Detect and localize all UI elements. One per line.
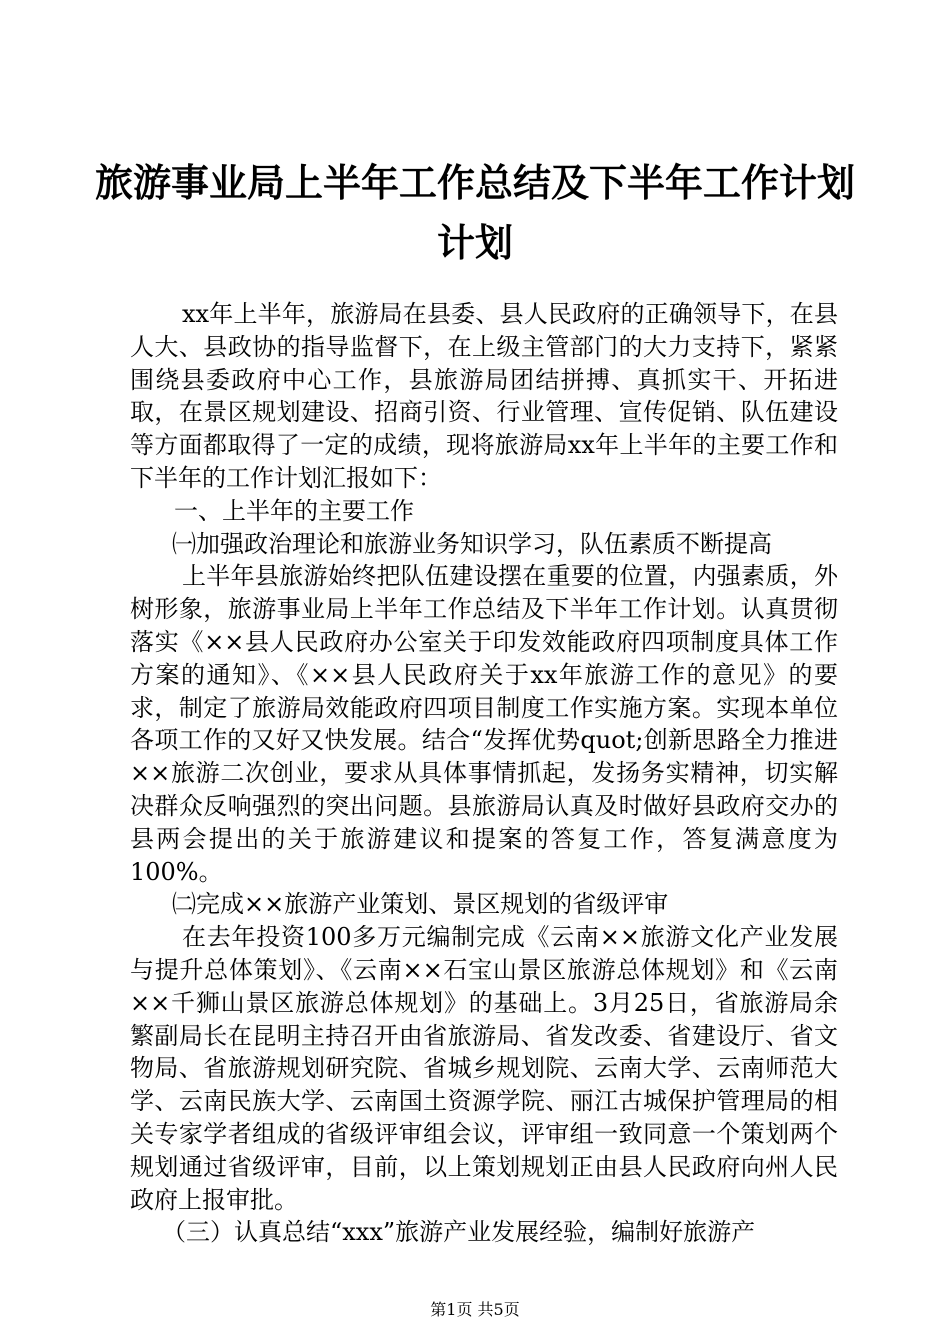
document-title-line1: 旅游事业局上半年工作总结及下半年工作计划	[94, 161, 855, 205]
intro-paragraph: xx年上半年，旅游局在县委、县人民政府的正确领导下，在县人大、县政协的指导监督下，在上级主管部门的大力支持下，紧紧围绕县委政府中心工作，县旅游局团结拼搏、真抓实干、开拓进取，在景区规划建设、招商引资、行业管理、宣传促销、队伍建设等方面都取得了一定的成绩，现将旅游局xx年上半年的主要工作和下半年的工作计划汇报如下：	[130, 300, 838, 492]
document-title-line2: 计划	[436, 221, 513, 265]
page-footer: 第1页 共5页	[430, 1300, 520, 1319]
section1-heading: 一、上半年的主要工作	[174, 496, 414, 525]
item1-heading: ㈠加强政治理论和旅游业务知识学习，队伍素质不断提高	[172, 529, 772, 558]
document-body	[130, 298, 838, 1249]
item2-paragraph: 在去年投资100多万元编制完成《云南××旅游文化产业发展与提升总体策划》、《云南××石宝山景区旅游总体规划》和《云南××千狮山景区旅游总体规划》的基础上。3月25日，省旅游局余繁副局长在昆明主持召开由省旅游局、省发改委、省建设厅、省文物局、省旅游规划研究院、省城乡规划院、云南大学、云南师范大学、云南民族大学、云南国土资源学院、丽江古城保护管理局的相关专家学者组成的省级评审组会议，评审组一致同意一个策划两个规划通过省级评审，目前，以上策划规划正由县人民政府向州人民政府上报审批。	[130, 923, 838, 1214]
item1-paragraph: 上半年县旅游始终把队伍建设摆在重要的位置，内强素质，外树形象，旅游事业局上半年工作总结及下半年工作计划。认真贯彻落实《××县人民政府办公室关于印发效能政府四项制度具体工作方案的通知》、《××县人民政府关于xx年旅游工作的意见》的要求，制定了旅游局效能政府四项目制度工作实施方案。实现本单位各项工作的又好又快发展。结合“发挥优势quot;创新思路全力推进××旅游二次创业，要求从具体事情抓起，发扬务实精神，切实解决群众反响强烈的突出问题。县旅游局认真及时做好县政府交办的县两会提出的关于旅游建议和提案的答复工作，答复满意度为100%。	[130, 562, 838, 886]
item3-heading: （三）认真总结“xxx”旅游产业发展经验，编制好旅游产	[162, 1218, 756, 1247]
item2-heading: ㈡完成××旅游产业策划、景区规划的省级评审	[172, 890, 669, 919]
